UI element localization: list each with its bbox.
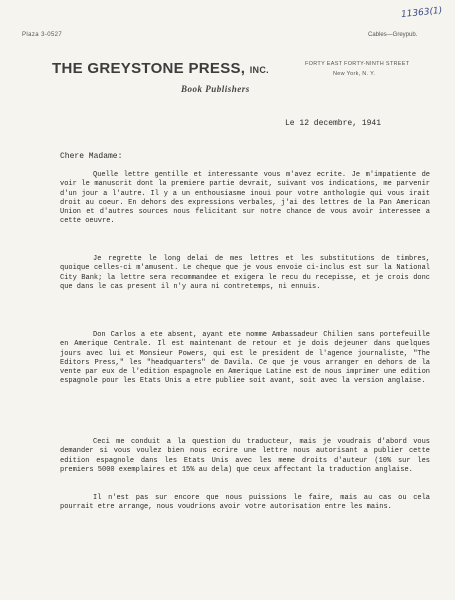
letter-paragraph-3: Don Carlos a ete absent, ayant ete nomme Ambassadeur Chilien sans portefeuille en Amerique Centrale. Il est maintenant de retour et je dois dejeuner dans quelques jours avec lui et Monsieur Powers, qui est le president de l'agence journaliste, "The Editors Press," les "headquarters" de Davila. Ce que je vous arranger en dehors de la vente par eux de l'edition espagnole en Amerique Latine est de nous imprimer une edition espagnole pour les Etats Unis a etre publiee soit avant, soit avec la version anglaise. [60, 331, 430, 386]
letter-paragraph-5: Il n'est pas sur encore que nous puissions le faire, mais au cas ou cela pourrait etre arrange, nous voudrions avoir votre autorisation entre les mains. [60, 494, 430, 512]
company-suffix: INC. [249, 65, 269, 75]
letter-paragraph-2: Je regrette le long delai de mes lettres et les substitutions de timbres, quoique celles-ci m'amusent. Le cheque que je vous envoie ci-inclus est sur la National City Bank; la lettre sera recommandee et exigera le recu du recepisse, et je crois donc que dans le cas present il n'y aura ni contretemps, ni ennuis. [60, 255, 430, 291]
phone-number: Plaza 3-0527 [22, 32, 63, 38]
cable-address: Cables—Greypub. [368, 32, 418, 38]
company-name-text: THE GREYSTONE PRESS, [52, 60, 246, 77]
letter-date: Le 12 decembre, 1941 [285, 119, 382, 128]
archive-handwritten-mark: 11363(1) [400, 5, 443, 21]
letter-salutation: Chere Madame: [60, 152, 123, 161]
company-address [305, 59, 409, 79]
company-name [52, 60, 269, 77]
address-city: New York, N. Y. [333, 71, 376, 77]
company-tagline: Book Publishers [181, 84, 250, 94]
letter-paragraph-1: Quelle lettre gentille et interessante vous m'avez ecrite. Je m'impatiente de voir le manuscrit dont la premiere partie devrait, suivant vos indications, me parvenir d'un jour a l'autre. Il y a un enthousiasme inoui pour votre anthologie qui vous irait droit au coeur. En dehors des expressions verbales, j'ai des lettres de la Pan American Union et d'autres sources nous felicitant sur notre chance de vous avoir interessee a cette oeuvre. [60, 171, 430, 226]
address-street: FORTY EAST FORTY-NINTH STREET [305, 61, 410, 67]
letter-paragraph-4: Ceci me conduit a la question du traducteur, mais je voudrais d'abord vous demander si vous voulez bien nous ecrire une lettre nous autorisant a publier cette edition espagnole dans les Etats Unis avec les meme droits d'auteur (10% sur les premiers 5000 exemplaires et 15% au dela) que ceux affectant la traduction anglaise. [60, 438, 430, 474]
